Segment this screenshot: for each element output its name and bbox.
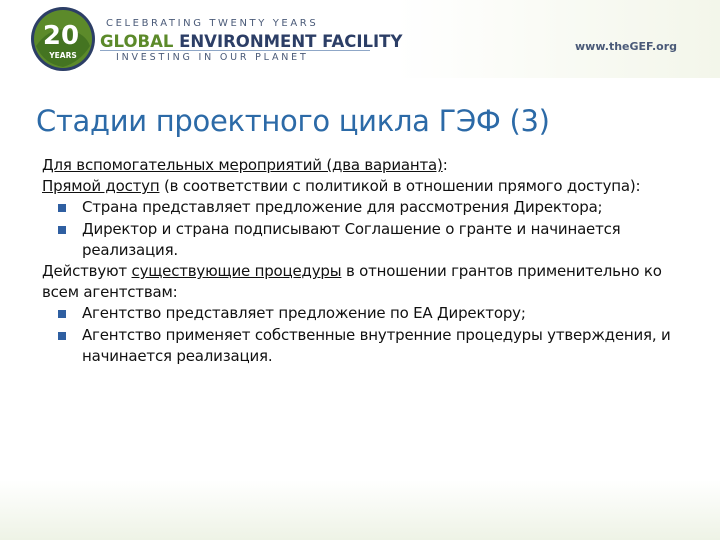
header-banner [0,0,720,78]
bullet-text: Страна представляет предложение для рассмотрения Директора; [82,198,603,217]
gef-20-years-logo [30,6,96,72]
list-item [42,303,692,324]
logo-years: YEARS [49,51,77,60]
direct-access-line [42,176,692,197]
bullet-square-icon [58,332,66,340]
motto: INVESTING IN OUR PLANET [116,52,309,63]
support-activities-colon: : [442,156,448,174]
logo-number: 20 [42,21,80,51]
list-item [42,325,692,367]
bullet-square-icon [58,310,66,318]
website-link[interactable]: www.theGEF.org [575,40,677,53]
brand-rule [100,50,370,51]
tagline: CELEBRATING TWENTY YEARS [106,18,319,29]
direct-access-text: (в соответствии с политикой в отношении прямого доступа): [159,177,641,196]
brand-text: GLOBAL ENVIRONMENT FACILITY [100,32,403,51]
support-activities-heading: Для вспомогательных мероприятий (два варианта) [42,156,443,174]
footer-gradient [0,480,720,540]
existing-procedures-heading: существующие процедуры [131,262,342,281]
bullet-text: Директор и страна подписывают Соглашение о гранте и начинается реализация. [82,219,621,259]
list-item [42,197,692,218]
bullet-text: Агентство представляет предложение по ЕА Директору; [82,304,526,323]
existing-procedures-text: в отношении грантов применительно ко всем агентствам: [42,262,662,302]
direct-access-heading: Прямой доступ [42,177,160,196]
slide-body [42,155,692,367]
bullet-text: Агентство применяет собственные внутренние процедуры утверждения, и начинается реализация. [82,325,671,365]
existing-procedures-line [42,261,692,303]
support-activities-line [42,155,692,176]
bullet-square-icon [58,226,66,234]
list-item [42,219,692,261]
bullet-square-icon [58,204,66,212]
brand-name [100,32,402,51]
existing-procedures-start: Действуют [42,262,132,281]
slide-title: Стадии проектного цикла ГЭФ (3) [36,104,550,138]
